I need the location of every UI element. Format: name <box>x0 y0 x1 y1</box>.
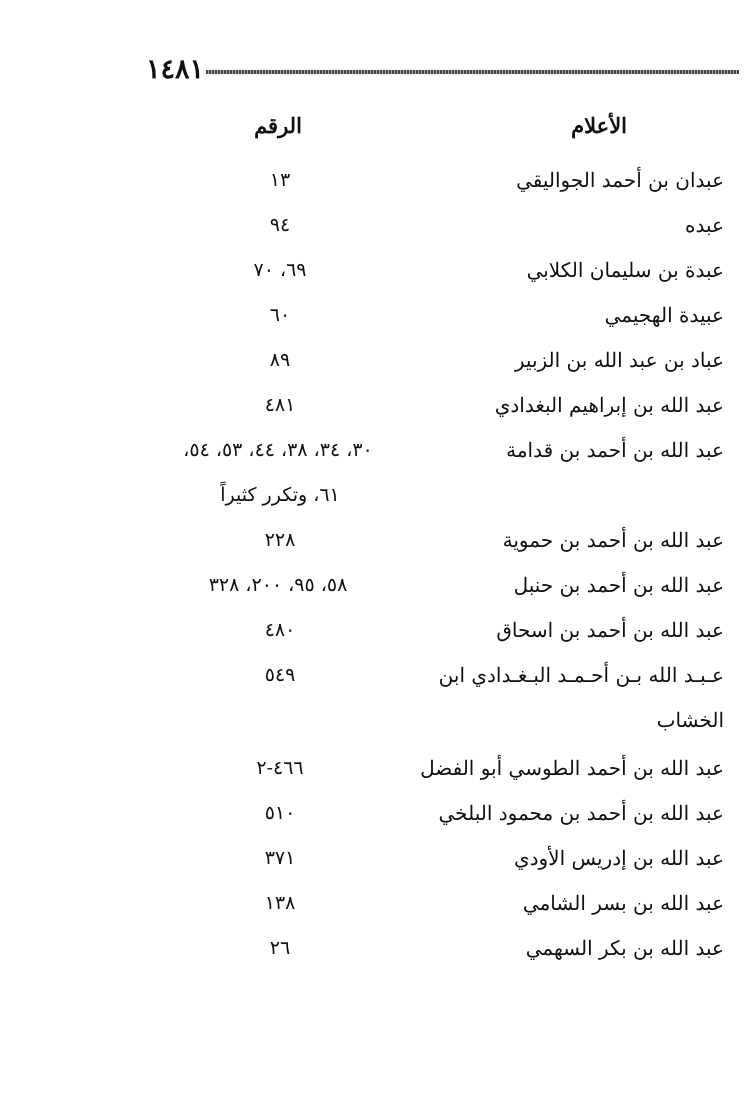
page-number: ١٤٨١ <box>146 54 205 85</box>
column-header-numbers: الرقم <box>254 113 302 138</box>
entry-page-refs: ٤٨١ <box>264 394 296 416</box>
entry-page-refs: ١٣ <box>269 169 291 191</box>
entry-name: عباد بن عبد الله بن الزبير <box>514 348 724 372</box>
index-entry <box>0 655 748 695</box>
index-entry <box>0 565 748 605</box>
entry-page-refs: ٢٦ <box>269 937 291 959</box>
entry-name: عبد الله بن أحمد بن اسحاق <box>496 618 724 642</box>
entry-page-refs: ٥١٠ <box>264 802 296 824</box>
index-entry <box>0 883 748 923</box>
entry-page-refs: ٦١، وتكرر كثيراً <box>220 484 340 506</box>
entry-page-refs: ٣٠، ٣٤، ٣٨، ٤٤، ٥٣، ٥٤، <box>183 439 373 461</box>
entry-page-refs: ٥٤٩ <box>264 664 296 686</box>
entry-page-refs: ٦٩، ٧٠ <box>253 259 307 281</box>
entry-name: عبد الله بن أحمد بن حموية <box>502 528 724 552</box>
entry-name: عبد الله بن أحمد بن محمود البلخي <box>438 801 724 825</box>
index-entry <box>0 160 748 200</box>
index-entry <box>0 385 748 425</box>
entry-page-refs: ٣٧١ <box>264 847 296 869</box>
index-entry <box>0 205 748 245</box>
entry-name: عبد الله بن أحمد بن حنبل <box>513 573 724 597</box>
entry-name: عبيدة الهجيمي <box>604 303 724 327</box>
entry-name: عبد الله بن بكر السهمي <box>525 936 724 960</box>
index-entry <box>0 610 748 650</box>
entry-page-refs: ٤٨٠ <box>264 619 296 641</box>
entry-page-refs: ٦٠ <box>269 304 291 326</box>
entry-page-refs: ٩٤ <box>269 214 291 236</box>
index-entry <box>0 793 748 833</box>
entry-name: عبدة بن سليمان الكلابي <box>526 258 724 282</box>
index-entry <box>0 295 748 335</box>
entry-page-refs: ٤٦٦-٢ <box>256 757 304 779</box>
index-entry <box>0 430 748 470</box>
entry-name: عبد الله بن أحمد بن قدامة <box>506 438 724 462</box>
index-entry <box>0 928 748 968</box>
entry-name: عـبـد الله بـن أحـمـد البـغـدادي ابن <box>438 663 724 687</box>
entry-name: عبد الله بن بسر الشامي <box>522 891 724 915</box>
entry-name: الخشاب <box>656 708 724 732</box>
entry-page-refs: ٥٨، ٩٥، ٢٠٠، ٣٢٨ <box>208 574 348 596</box>
entry-name: عبدان بن أحمد الجواليقي <box>516 168 724 192</box>
index-entry-continuation <box>0 700 748 740</box>
entry-name: عبد الله بن أحمد الطوسي أبو الفضل <box>420 756 724 780</box>
entry-name: عبد الله بن إدريس الأودي <box>513 846 724 870</box>
index-entry <box>0 748 748 788</box>
entry-page-refs: ٨٩ <box>269 349 291 371</box>
entry-name: عبد الله بن إبراهيم البغدادي <box>494 393 724 417</box>
index-entry <box>0 520 748 560</box>
index-entry <box>0 340 748 380</box>
index-entry <box>0 250 748 290</box>
index-entry <box>0 838 748 878</box>
entry-page-refs: ١٣٨ <box>264 892 296 914</box>
entry-page-refs: ٢٢٨ <box>264 529 296 551</box>
column-header-names: الأعلام <box>571 113 627 138</box>
entry-name: عبده <box>685 213 724 237</box>
index-entry-continuation <box>0 475 748 515</box>
